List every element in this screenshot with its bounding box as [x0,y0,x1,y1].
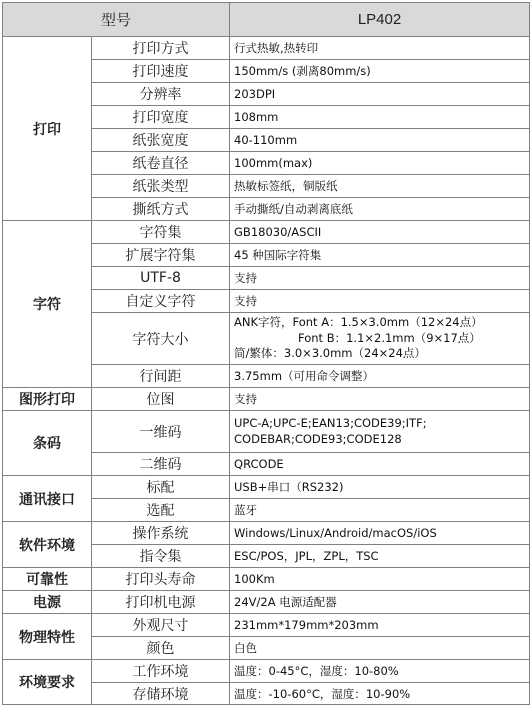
spec-item: 一维码 [92,411,230,453]
table-row [3,522,530,545]
spec-value: 3.75mm（可用命令调整） [230,365,530,388]
spec-value: 支持 [230,267,530,290]
table-row [3,614,530,637]
spec-item: 指令集 [92,545,230,568]
spec-item: 扩展字符集 [92,244,230,267]
spec-value [230,411,530,453]
spec-value: 手动撕纸/自动剥离底纸 [230,198,530,221]
spec-item: 行间距 [92,365,230,388]
spec-value [230,313,530,365]
table-row [3,591,530,614]
spec-item: 打印方式 [92,37,230,60]
spec-item: 外观尺寸 [92,614,230,637]
spec-value: 行式热敏,热转印 [230,37,530,60]
table-row [3,411,530,453]
spec-item: 纸张类型 [92,175,230,198]
spec-value: 支持 [230,388,530,411]
spec-table [2,2,530,705]
spec-item: 选配 [92,499,230,522]
spec-value: 温度：0-45°C，湿度：10-80% [230,660,530,683]
spec-item: 操作系统 [92,522,230,545]
spec-value: 231mm*179mm*203mm [230,614,530,637]
category-power: 电源 [3,591,92,614]
spec-item: 打印机电源 [92,591,230,614]
spec-value: GB18030/ASCII [230,221,530,244]
spec-value: 100mm(max) [230,152,530,175]
category-print: 打印 [3,37,92,221]
spec-item: 纸张宽度 [92,129,230,152]
spec-value: 24V/2A 电源适配器 [230,591,530,614]
spec-item: UTF-8 [92,267,230,290]
spec-value: ESC/POS，JPL，ZPL，TSC [230,545,530,568]
spec-item: 打印速度 [92,60,230,83]
spec-item: 自定义字符 [92,290,230,313]
spec-value-line: ANK字符，Font A：1.5×3.0mm（12×24点） [234,315,483,330]
category-interface: 通讯接口 [3,476,92,522]
table-row [3,221,530,244]
category-software: 软件环境 [3,522,92,568]
category-chars: 字符 [3,221,92,388]
spec-value: 40-110mm [230,129,530,152]
spec-value: 45 种国际字符集 [230,244,530,267]
spec-item: 工作环境 [92,660,230,683]
spec-value: 支持 [230,290,530,313]
spec-value: 108mm [230,106,530,129]
category-barcode: 条码 [3,411,92,476]
header-row [3,3,530,37]
spec-value: 白色 [230,637,530,660]
spec-value: USB+串口（RS232) [230,476,530,499]
spec-value: 150mm/s (剥离80mm/s) [230,60,530,83]
spec-value: Windows/Linux/Android/macOS/iOS [230,522,530,545]
spec-value-line: UPC-A;UPC-E;EAN13;CODE39;ITF; [234,416,427,430]
spec-item: 字符大小 [92,313,230,365]
spec-value: QRCODE [230,453,530,476]
header-model-label: 型号 [3,3,230,37]
spec-item: 位图 [92,388,230,411]
spec-item: 分辨率 [92,83,230,106]
table-row [3,37,530,60]
spec-item: 撕纸方式 [92,198,230,221]
spec-value: 蓝牙 [230,499,530,522]
category-graphics: 图形打印 [3,388,92,411]
category-physical: 物理特性 [3,614,92,660]
spec-item: 标配 [92,476,230,499]
header-model-value: LP402 [230,3,530,37]
spec-item: 存储环境 [92,683,230,705]
spec-value: 203DPI [230,83,530,106]
spec-value: 热敏标签纸，铜版纸 [230,175,530,198]
spec-item: 打印头寿命 [92,568,230,591]
category-environment: 环境要求 [3,660,92,705]
table-row [3,568,530,591]
spec-value: 温度：-10-60°C，湿度：10-90% [230,683,530,705]
spec-item: 纸卷直径 [92,152,230,175]
spec-item: 颜色 [92,637,230,660]
category-reliability: 可靠性 [3,568,92,591]
spec-item: 字符集 [92,221,230,244]
table-row [3,388,530,411]
spec-value-line: 简/繁体：3.0×3.0mm（24×24点） [234,346,426,361]
spec-value-line: Font B：1.1×2.1mm（9×17点） [298,330,481,345]
spec-value: 100Km [230,568,530,591]
spec-item: 打印宽度 [92,106,230,129]
table-row [3,476,530,499]
table-row [3,660,530,683]
spec-item: 二维码 [92,453,230,476]
spec-value-line: CODEBAR;CODE93;CODE128 [234,431,402,446]
